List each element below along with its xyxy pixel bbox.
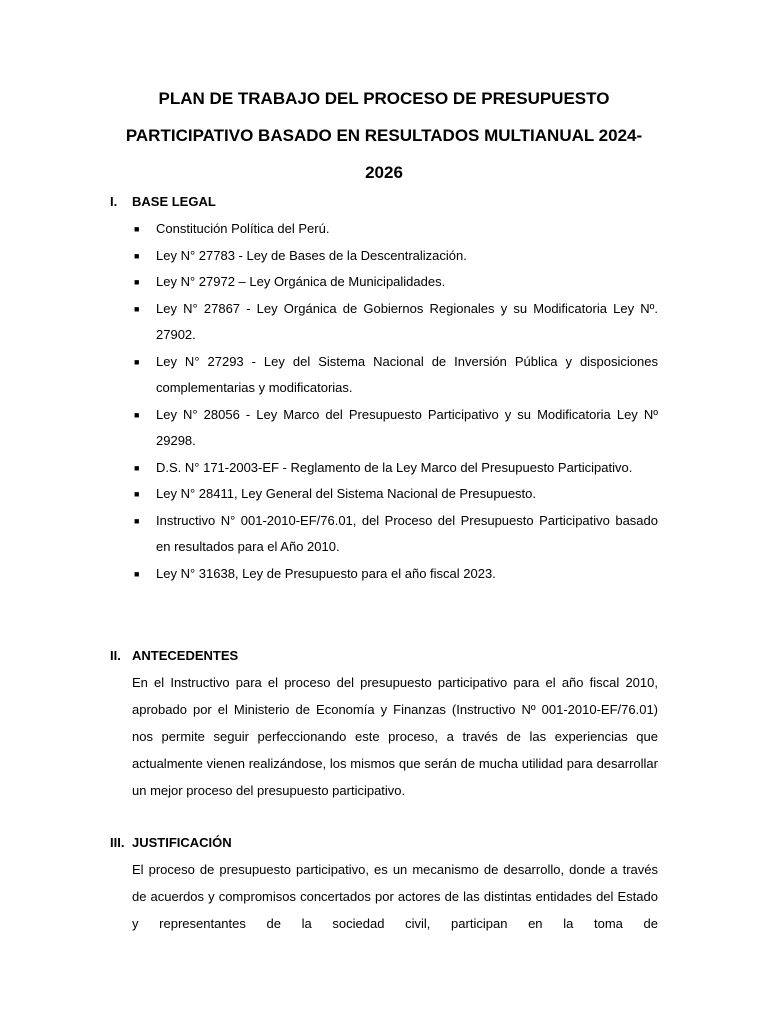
list-item: ■ Constitución Política del Perú. [132, 216, 658, 243]
section-number: III. [110, 835, 125, 850]
justificacion-paragraph: El proceso de presupuesto participativo, es un mecanismo de desarrollo, donde a través de acuerdos y compromisos concertados por actores de las distintas entidades del Estado y representantes de la sociedad civil, participan en la toma de [132, 862, 658, 931]
section-number: II. [110, 648, 121, 663]
list-item: ■ Instructivo N° 001-2010-EF/76.01, del Proceso del Presupuesto Participativo basado en resultados para el Año 2010. [132, 508, 658, 561]
section-heading-antecedentes [110, 648, 238, 664]
section-heading-justificacion [110, 835, 232, 851]
square-bullet-icon: ■ [134, 462, 140, 473]
square-bullet-icon: ■ [134, 224, 140, 234]
list-item: ■ Ley N° 27293 - Ley del Sistema Nacional de Inversión Pública y disposiciones complementarias y modificatorias. [132, 349, 658, 402]
square-bullet-icon: ■ [134, 568, 140, 579]
list-item: ■ Ley N° 27867 - Ley Orgánica de Gobiernos Regionales y su Modificatoria Ley Nº. 27902. [132, 296, 658, 349]
antecedentes-paragraph: En el Instructivo para el proceso del presupuesto participativo para el año fiscal 2010, aprobado por el Ministerio de Economía y Finanzas (Instructivo Nº 001-2010-EF/76.01) nos permite seguir perfeccionando este proceso, a través de las experiencias que actualmente vienen realizándose, los mismos que serán de mucha utilidad para desarrollar un mejor proceso del presupuesto participativo. [132, 675, 658, 798]
title-line-1: PLAN DE TRABAJO DEL PROCESO DE PRESUPUESTO [158, 89, 610, 108]
list-item: ■ Ley N° 28411, Ley General del Sistema Nacional de Presupuesto. [132, 481, 658, 508]
square-bullet-icon: ■ [134, 303, 140, 314]
square-bullet-icon: ■ [134, 515, 140, 526]
document-title [100, 80, 668, 191]
section-title: ANTECEDENTES [132, 648, 239, 663]
section-number: I. [110, 194, 118, 209]
section-heading-base-legal [110, 194, 216, 210]
square-bullet-icon: ■ [134, 409, 140, 420]
title-line-3: 2026 [365, 163, 403, 182]
title-line-2: PARTICIPATIVO BASADO EN RESULTADOS MULTIANUAL 2024- [125, 126, 643, 145]
section-title: BASE LEGAL [132, 194, 216, 209]
list-item: ■ Ley N° 27972 – Ley Orgánica de Municipalidades. [132, 269, 658, 296]
base-legal-list [132, 216, 658, 587]
square-bullet-icon: ■ [134, 250, 140, 261]
list-item: ■ Ley N° 28056 - Ley Marco del Presupuesto Participativo y su Modificatoria Ley Nº 29298. [132, 402, 658, 455]
square-bullet-icon: ■ [134, 489, 140, 499]
list-item: ■ Ley N° 27783 - Ley de Bases de la Descentralización. [132, 243, 658, 270]
section-title: JUSTIFICACIÓN [132, 835, 232, 850]
square-bullet-icon: ■ [134, 277, 140, 287]
square-bullet-icon: ■ [134, 356, 140, 367]
list-item: ■ D.S. N° 171-2003-EF - Reglamento de la Ley Marco del Presupuesto Participativo. [132, 455, 658, 482]
list-item: ■ Ley N° 31638, Ley de Presupuesto para el año fiscal 2023. [132, 561, 658, 588]
